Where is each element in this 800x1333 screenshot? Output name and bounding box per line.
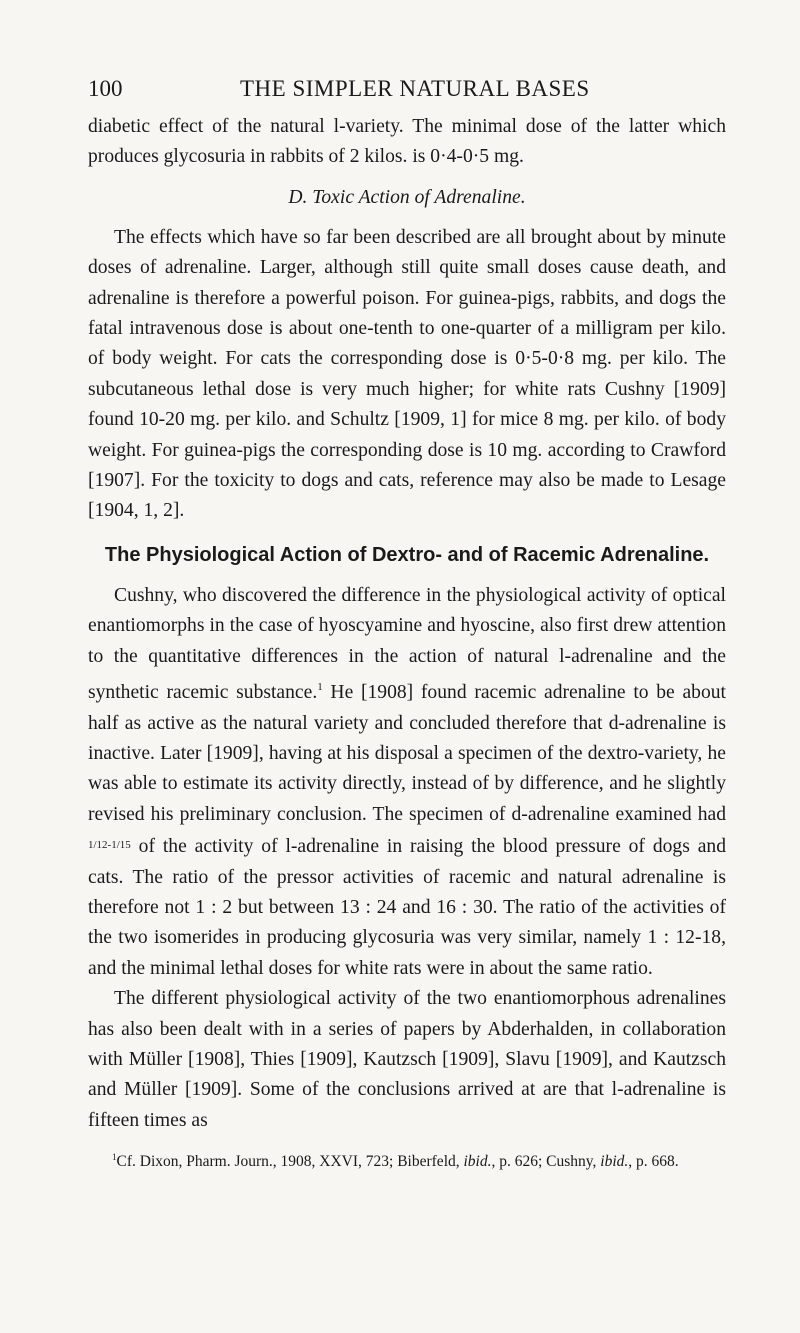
page-header — [88, 76, 728, 112]
footnote-reference: 1 — [317, 681, 323, 694]
paragraph-text: of the activity of l-adrenaline in raising the blood pressure of dogs and cats. The ratio of the pressor activities of racemic and natural adrenaline is therefore not 1 : 2 but between 13 : 24 and 16 : 30. The ratio of the activities of the two isomerides in producing glycosuria was very similar, namely 1 : 12-18, and the minimal lethal doses for white rats were in about the same ratio. — [88, 836, 726, 979]
footnote-ibid: ibid. — [600, 1153, 629, 1171]
page-number: 100 — [88, 76, 123, 101]
paragraph-continuation: diabetic effect of the natural l-variety. The minimal dose of the latter which produces glycosuria in rabbits of 2 kilos. is 0·4-0·5 mg. — [88, 116, 726, 168]
footnote-text: Cf. Dixon, Pharm. Journ., 1908, XXVI, 723; Biberfeld, — [116, 1153, 464, 1171]
footnote-text: , p. 668. — [628, 1153, 679, 1171]
paragraph-cushny — [88, 581, 726, 984]
footnote-ibid: ibid. — [463, 1153, 492, 1171]
page-body — [88, 112, 726, 1173]
footnote-text: , p. 626; Cushny, — [491, 1153, 601, 1171]
paragraph-text: He [1908] found racemic adrenaline to be about half as active as the natural variety and concluded therefore that d-adrenaline is inactive. Later [1909], having at his disposal a specimen of the dextro-variety, he was able to estimate its activity directly, instead of by difference, and he slightly revised his preliminary conclusion. The specimen of d-adrenaline examined had — [88, 682, 726, 825]
section-heading: The Physiological Action of Dextro- and of Racemic Adrenaline. — [104, 543, 710, 566]
running-title: THE SIMPLER NATURAL BASES — [240, 76, 590, 101]
fraction: 1/12-1/15 — [88, 839, 131, 852]
subsection-heading: D. Toxic Action of Adrenaline. — [288, 186, 526, 208]
paragraph-toxic-action: The effects which have so far been described are all brought about by minute doses of adrenaline. Larger, although still quite small doses cause death, and adrenaline is therefore a powerful poison. For guinea-pigs, rabbits, and dogs the fatal intravenous dose is about one-tenth to one-quarter of a milligram per kilo. of body weight. For cats the corresponding dose is 0·5-0·8 mg. per kilo. The subcutaneous lethal dose is very much higher; for white rats Cushny [1909] found 10-20 mg. per kilo. and Schultz [1909, 1] for mice 8 mg. per kilo. of body weight. For guinea-pigs the corresponding dose is 10 mg. according to Crawford [1907]. For the toxicity to dogs and cats, reference may also be made to Lesage [1904, 1, 2]. — [88, 226, 726, 522]
paragraph-text: Cushny, who discovered the difference in the physiological activity of optical enantiomorphs in the case of hyoscyamine and hyoscine, also first drew attention to the quantitative differences in the action of natural l-adrenaline and the synthetic racemic substance. — [88, 584, 726, 704]
paragraph-abderhalden: The different physiological activity of the two enantiomorphous adrenalines has also been dealt with in a series of papers by Abderhalden, in collaboration with Müller [1908], Thies [1909], Kautzsch [1909], Slavu [1909], and Kautzsch and Müller [1909]. Some of the conclusions arrived at are that l-adrenaline is fifteen times as — [88, 988, 726, 1131]
footnote — [88, 1146, 726, 1173]
footnote-mark: 1 — [112, 1152, 117, 1163]
